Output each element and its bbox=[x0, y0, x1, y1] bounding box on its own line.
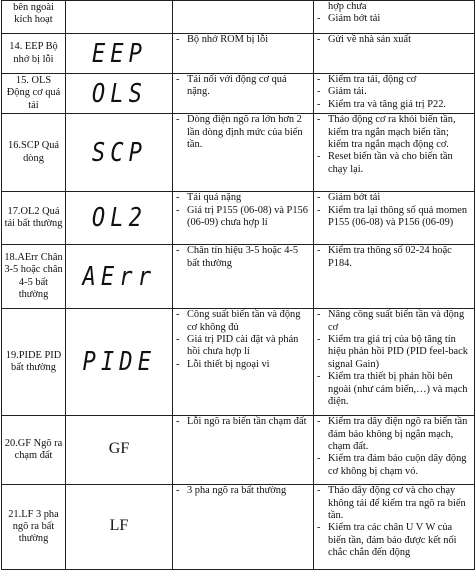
display-cell bbox=[66, 245, 173, 309]
display-cell bbox=[66, 1, 173, 34]
solution-item: - Giảm bớt tải bbox=[316, 13, 471, 25]
solution-item: - Nâng công suất biến tần và động cơ bbox=[316, 309, 471, 334]
cause-cell bbox=[173, 416, 314, 485]
display-cell bbox=[66, 192, 173, 245]
table-row bbox=[2, 192, 475, 245]
cause-item: - Tải nối với động cơ quá nặng. bbox=[175, 74, 310, 99]
error-code-cell bbox=[2, 114, 66, 192]
error-code-label: 19.PIDE PID bất thường bbox=[5, 349, 62, 374]
solution-cell bbox=[314, 114, 475, 192]
solution-item: - Kiểm tra giá trị của bộ tăng tín hiệu phản hồi PID (PID feel-back signal Gain) bbox=[316, 334, 471, 371]
error-code-cell bbox=[2, 245, 66, 309]
display-text: GF bbox=[108, 440, 130, 458]
cause-item: - Dòng điện ngõ ra lớn hơn 2 lần dòng định mức của biến tần. bbox=[175, 114, 310, 151]
solution-cell bbox=[314, 34, 475, 74]
error-code-label: 17.OL2 Quá tải bất thường bbox=[4, 205, 63, 230]
error-code-label: 15. OLS Động cơ quá tải bbox=[6, 75, 61, 111]
error-code-cell bbox=[2, 309, 66, 416]
error-code-cell bbox=[2, 74, 66, 114]
table-row bbox=[2, 74, 475, 114]
display-text: LF bbox=[109, 517, 129, 535]
table-row bbox=[2, 34, 475, 74]
solution-item: - Kiểm tra lại thông số quá momen P155 (06-08) và P156 (06-09) bbox=[316, 205, 471, 230]
display-cell bbox=[66, 416, 173, 485]
display-cell bbox=[66, 34, 173, 74]
solution-item: - Reset biến tần và cho biến tần chạy lại. bbox=[316, 151, 471, 176]
cause-item: - Lỗi ngõ ra biến tần chạm đất bbox=[175, 416, 310, 428]
table-row bbox=[2, 309, 475, 416]
solution-cell bbox=[314, 309, 475, 416]
solution-item: - Tháo dây động cơ và cho chạy không tải để kiểm tra ngõ ra biến tần. bbox=[316, 485, 471, 522]
cause-item: - Công suất biến tần và động cơ không đủ bbox=[175, 309, 310, 334]
table-row bbox=[2, 416, 475, 485]
display-cell bbox=[66, 485, 173, 570]
solution-cell bbox=[314, 74, 475, 114]
solution-item: - Kiểm tra thiết bị phản hồi bên ngoài (như cảm biến,…) và mạch điện. bbox=[316, 371, 471, 408]
solution-cell bbox=[314, 416, 475, 485]
cause-cell bbox=[173, 34, 314, 74]
solution-item: - Kiểm tra thông số 02-24 hoặc P184. bbox=[316, 245, 471, 270]
solution-item: - Kiểm tra tải, động cơ bbox=[316, 74, 471, 86]
solution-item: - Tháo động cơ ra khỏi biến tần, kiểm tra ngắn mạch biến tần; kiểm tra ngắn mạch động cơ. bbox=[316, 114, 471, 151]
cause-cell bbox=[173, 74, 314, 114]
solution-cell bbox=[314, 1, 475, 34]
seven-segment-display: AErr bbox=[82, 261, 156, 292]
error-code-cell bbox=[2, 1, 66, 34]
display-cell bbox=[66, 114, 173, 192]
solution-cell bbox=[314, 192, 475, 245]
display-cell bbox=[66, 309, 173, 416]
solution-item: - Giảm bớt tải bbox=[316, 192, 471, 204]
cause-item: - Lỗi thiết bị ngoại vi bbox=[175, 359, 310, 371]
cause-item: - Giá trị P155 (06-08) và P156 (06-09) chưa hợp lí bbox=[175, 205, 310, 230]
error-code-cell bbox=[2, 416, 66, 485]
error-code-cell bbox=[2, 485, 66, 570]
table-row bbox=[2, 1, 475, 34]
solution-item: - Kiểm tra dây điện ngõ ra biến tần đảm bảo không bị ngắn mạch, chạm đất. bbox=[316, 416, 471, 453]
solution-cell bbox=[314, 245, 475, 309]
error-code-label: 14. EEP Bộ nhớ bị lỗi bbox=[9, 41, 58, 65]
display-cell bbox=[66, 74, 173, 114]
seven-segment-display: EEP bbox=[91, 38, 147, 69]
seven-segment-display: OLS bbox=[91, 78, 147, 109]
seven-segment-display: PIDE bbox=[82, 347, 156, 378]
cause-item: - Tải quá nặng bbox=[175, 192, 310, 204]
solution-cell bbox=[314, 485, 475, 570]
seven-segment-display: OL2 bbox=[91, 203, 147, 234]
cause-cell bbox=[173, 309, 314, 416]
error-code-label: 18.AErr Chân 3-5 hoặc chân 4-5 bất thường bbox=[4, 251, 63, 301]
error-code-label: 20.GF Ngõ ra chạm đất bbox=[4, 437, 63, 462]
cause-cell bbox=[173, 485, 314, 570]
table-row bbox=[2, 114, 475, 192]
solution-item: - Kiểm tra và tăng giá trị P22. bbox=[316, 99, 471, 111]
cause-cell bbox=[173, 192, 314, 245]
table-row bbox=[2, 485, 475, 570]
cause-item: - Giá trị PID cài đặt và phản hồi chưa hợp lí bbox=[175, 334, 310, 359]
error-code-label: bên ngoài kích hoạt bbox=[13, 2, 54, 26]
cause-cell bbox=[173, 1, 314, 34]
cause-cell bbox=[173, 245, 314, 309]
table-row bbox=[2, 245, 475, 309]
solution-item: - Gửi về nhà sản xuất bbox=[316, 34, 471, 46]
cause-item: - Chân tín hiệu 3-5 hoặc 4-5 bất thường bbox=[175, 245, 310, 270]
cause-item: - 3 pha ngõ ra bất thường bbox=[175, 485, 310, 497]
error-code-cell bbox=[2, 192, 66, 245]
error-code-cell bbox=[2, 34, 66, 74]
solution-continuation: hợp chưa bbox=[328, 1, 367, 12]
solution-item: - Kiểm tra đảm bảo cuộn dây động cơ không bị chạm vỏ. bbox=[316, 453, 471, 478]
solution-item: - Kiểm tra các chân U V W của biến tần, đảm bảo được kết nối chắc chắn đến động bbox=[316, 522, 471, 559]
error-code-label: 16.SCP Quá dòng bbox=[8, 140, 59, 164]
solution-item: - Giảm tải. bbox=[316, 86, 471, 98]
error-code-label: 21.LF 3 pha ngõ ra bất thường bbox=[8, 508, 59, 545]
error-table bbox=[1, 0, 475, 570]
cause-cell bbox=[173, 114, 314, 192]
seven-segment-display: SCP bbox=[91, 137, 147, 168]
cause-item: - Bộ nhớ ROM bị lỗi bbox=[175, 34, 310, 46]
